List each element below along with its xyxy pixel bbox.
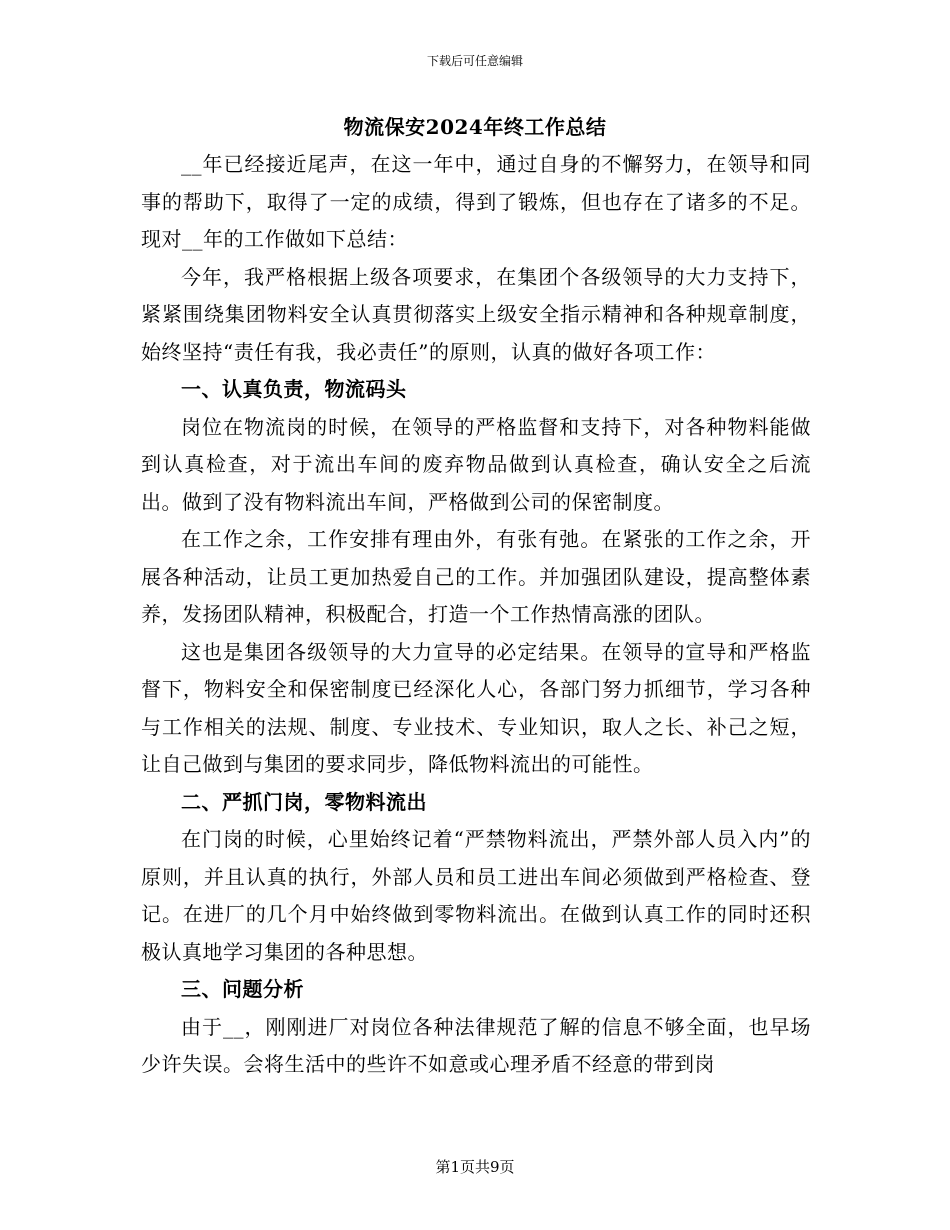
section-heading-1: 一、认真负责，物流码头 <box>181 377 407 401</box>
document-title: 物流保安2024年终工作总结 <box>343 115 607 139</box>
paragraph-section-3: 由于__，刚刚进厂对岗位各种法律规范了解的信息不够全面，也早场少许失误。会将生活中的些许不如意或心理矛盾不经意的带到岗 <box>141 1014 811 1076</box>
paragraph-section-1b: 在工作之余，工作安排有理由外，有张有弛。在紧张的工作之余，开展各种活动，让员工更加热爱自己的工作。并加强团队建设，提高整体素养，发扬团队精神，积极配合，打造一个工作热情高涨的团队。 <box>141 527 811 626</box>
section-heading-2: 二、严抓门岗，零物料流出 <box>181 789 427 814</box>
paragraph-section-1c: 这也是集团各级领导的大力宣导的必定结果。在领导的宣导和严格监督下，物料安全和保密制度已经深化人心，各部门努力抓细节，学习各种与工作相关的法规、制度、专业技术、专业知识，取人之长、补己之短，让自己做到与集团的要求同步，降低物料流出的可能性。 <box>141 639 811 776</box>
paragraph-overview: 今年，我严格根据上级各项要求，在集团个各级领导的大力支持下，紧紧围绕集团物料安全认真贯彻落实上级安全指示精神和各种规章制度，始终坚持“责任有我，我必责任”的原则，认真的做好各项工作： <box>141 264 811 364</box>
paragraph-section-1a: 岗位在物流岗的时候，在领导的严格监督和支持下，对各种物料能做到认真检查，对于流出车间的废弃物品做到认真检查，确认安全之后流出。做到了没有物料流出车间，严格做到公司的保密制度。 <box>141 414 811 514</box>
section-heading-3: 三、问题分析 <box>181 977 304 1001</box>
document-body <box>141 146 811 1084</box>
paragraph-section-2: 在门岗的时候，心里始终记着“严禁物料流出，严禁外部人员入内”的原则，并且认真的执行，外部人员和员工进出车间必须做到严格检查、登记。在进厂的几个月中始终做到零物料流出。在做到认真工作的同时还积极认真地学习集团的各种思想。 <box>141 827 811 964</box>
page-footer: 第1页共9页 <box>435 1158 515 1176</box>
paragraph-intro: __年已经接近尾声，在这一年中，通过自身的不懈努力，在领导和同事的帮助下，取得了一定的成绩，得到了锻炼，但也存在了诸多的不足。现对__年的工作做如下总结： <box>141 152 811 251</box>
page-header: 下载后可任意编辑 <box>426 54 523 68</box>
